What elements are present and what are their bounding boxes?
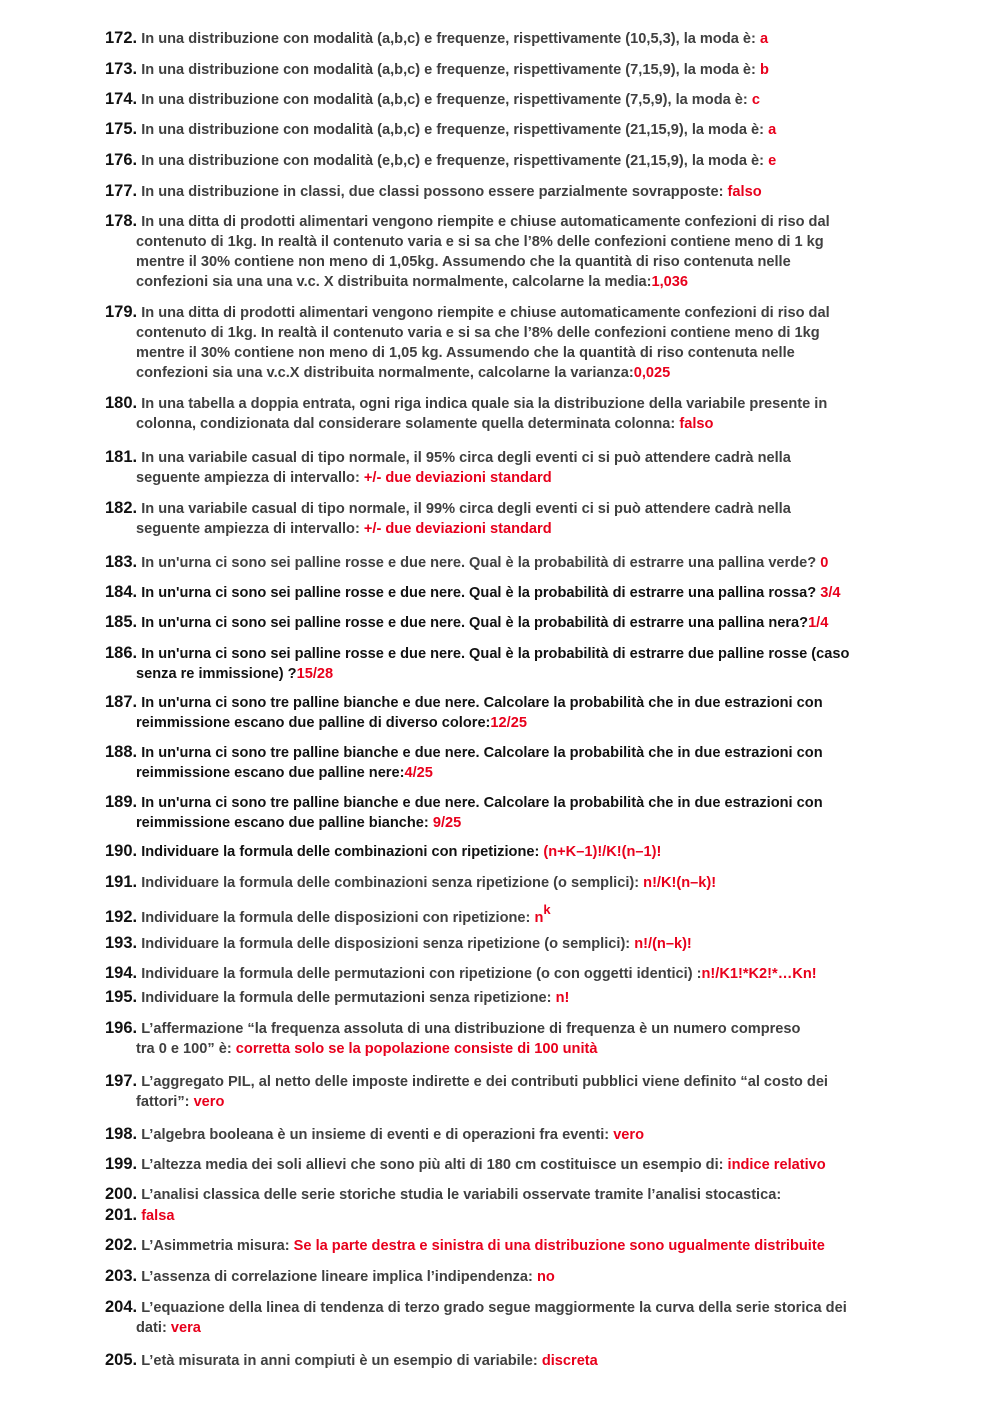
question-item [105,612,925,633]
question-text: L’algebra booleana è un insieme di eventi e di operazioni fra eventi: vero [141,1127,645,1143]
question-number: 184. [105,583,138,601]
question-text: L’Asimmetria misura: Se la parte destra e sinistra di una distribuzione sono ugualmente distribuite [141,1238,825,1254]
question-text: In un'urna ci sono tre palline bianche e due nere. Calcolare la probabilità che in due estrazioni con [141,695,823,711]
question-number: 188. [105,743,138,761]
question-number: 187. [105,693,138,711]
question-item [105,1266,925,1287]
question-item [105,1071,925,1112]
answer-text: n!/K!(n–k)! [643,875,717,891]
question-text: In una distribuzione con modalità (a,b,c) e frequenze, rispettivamente (7,5,9), la moda è: c [141,92,760,108]
question-text: confezioni sia una una v.c. X distribuita normalmente, calcolarne la media:1,036 [136,274,689,290]
question-text: reimmissione escano due palline di diverso colore:12/25 [136,715,527,731]
answer-text: +/- due deviazioni standard [363,470,552,486]
question-number: 181. [105,448,138,466]
answer-text: no [536,1269,555,1285]
question-item [105,1297,925,1338]
question-number: 205. [105,1351,138,1369]
question-item [105,1184,925,1205]
question-text: L’analisi classica delle serie storiche studia le variabili osservate tramite l’analisi stocastica: [141,1187,782,1203]
question-item [105,302,925,383]
question-number: 195. [105,988,138,1006]
answer-text: vero [613,1127,645,1143]
question-number: 176. [105,151,138,169]
question-text: tra 0 e 100” è: corretta solo se la popolazione consiste di 100 unità [136,1041,598,1057]
question-item [105,552,925,573]
question-number: 197. [105,1072,138,1090]
question-number: 175. [105,120,138,138]
question-text: Individuare la formula delle combinazioni con ripetizione: (n+K–1)!/K!(n–1)! [141,844,662,860]
answer-text: +/- due deviazioni standard [363,521,552,537]
answer-text: 0,025 [633,365,671,381]
question-text: In un'urna ci sono sei palline rosse e due nere. Qual è la probabilità di estrarre due palline rosse (caso [141,646,850,662]
question-item [105,1018,925,1059]
question-text: In un'urna ci sono tre palline bianche e due nere. Calcolare la probabilità che in due estrazioni con [141,745,823,761]
answer-text: n! [555,990,570,1006]
question-text: reimmissione escano due palline bianche: 9/25 [136,815,462,831]
question-text: seguente ampiezza di intervallo: +/- due deviazioni standard [136,521,552,537]
question-item [105,447,925,488]
answer-superscript: k [543,902,551,917]
question-text: In una distribuzione con modalità (a,b,c) e frequenze, rispettivamente (10,5,3), la moda è: a [141,31,769,47]
question-item [105,872,925,893]
question-number: 173. [105,60,138,78]
question-item [105,181,925,202]
question-item [105,150,925,171]
question-number: 190. [105,842,138,860]
question-text: Individuare la formula delle disposizioni con ripetizione: $n^k$ [141,902,551,926]
question-item [105,987,925,1008]
question-text: contenuto di 1kg. In realtà il contenuto varia e si sa che l’8% delle confezioni contiene meno di 1kg [136,325,820,341]
question-text: senza re immissione) ?15/28 [136,666,334,682]
answer-text: (n+K–1)!/K!(n–1)! [543,844,662,860]
answer-text: 12/25 [490,715,527,731]
question-text: In un'urna ci sono sei palline rosse e due nere. Qual è la probabilità di estrarre una pallina verde? 0 [141,555,829,571]
question-number: 177. [105,182,138,200]
answer-text: vera [170,1320,201,1336]
question-number: 178. [105,212,138,230]
question-text: In una variabile casual di tipo normale, il 95% circa degli eventi ci si può attendere cadrà nella [141,450,791,466]
answer-text: vero [193,1094,225,1110]
answer-text: 0 [820,555,829,571]
question-number: 182. [105,499,138,517]
answer-text: a [768,122,777,138]
question-text: In una ditta di prodotti alimentari vengono riempite e chiuse automaticamente confezioni di riso dal [141,305,830,321]
question-item [105,692,925,733]
question-item [105,1154,925,1175]
question-item [105,582,925,603]
question-number: 179. [105,303,138,321]
question-number: 201. [105,1206,138,1224]
answer-text: corretta solo se la popolazione consiste di 100 unità [235,1041,598,1057]
question-text: In una distribuzione con modalità (a,b,c) e frequenze, rispettivamente (21,15,9), la moda è: a [141,122,777,138]
question-number: 192. [105,907,138,926]
answer-text: falsa [141,1208,175,1224]
question-item [105,742,925,783]
question-text: In un'urna ci sono tre palline bianche e due nere. Calcolare la probabilità che in due estrazioni con [141,795,823,811]
answer-text: 9/25 [432,815,462,831]
answer-text: indice relativo [727,1157,826,1173]
question-item [105,902,925,928]
question-item [105,792,925,833]
question-item [105,119,925,140]
question-number: 183. [105,553,138,571]
question-text: In una tabella a doppia entrata, ogni riga indica quale sia la distribuzione della variabile presente in [141,396,828,412]
answer-text: e [768,153,777,169]
answer-text: 1/4 [808,615,829,631]
question-item [105,933,925,954]
question-number: 203. [105,1267,138,1285]
question-text: Individuare la formula delle disposizioni senza ripetizione (o semplici): n!/(n–k)! [141,936,692,952]
answer-text: 4/25 [404,765,433,781]
answer-text: b [759,62,769,78]
question-item [105,498,925,539]
question-text: L’aggregato PIL, al netto delle imposte indirette e dei contributi pubblici viene definito “al costo dei [141,1074,828,1090]
answer-text: 1,036 [651,274,689,290]
question-number: 172. [105,29,138,47]
question-item [105,963,925,984]
question-item [105,1350,925,1371]
question-item [105,211,925,292]
question-text: contenuto di 1kg. In realtà il contenuto varia e si sa che l’8% delle confezioni contiene meno di 1 kg [136,234,824,250]
question-text: fattori”: vero [136,1094,225,1110]
question-text: reimmissione escano due palline nere:4/25 [136,765,433,781]
answer-text: c [751,92,760,108]
question-number: 189. [105,793,138,811]
question-item [105,841,925,862]
question-text: In una distribuzione con modalità (a,b,c) e frequenze, rispettivamente (7,15,9), la moda è: b [141,62,769,78]
question-number: 198. [105,1125,138,1143]
question-item [105,1124,925,1145]
question-text: colonna, condizionata dal considerare solamente quella determinata colonna: falso [136,416,714,432]
answer-text: discreta [541,1353,598,1369]
answer-text: Se la parte destra e sinistra di una distribuzione sono ugualmente distribuite [293,1238,825,1254]
question-item [105,393,925,434]
question-text: In un'urna ci sono sei palline rosse e due nere. Qual è la probabilità di estrarre una pallina rossa? 3/4 [141,585,841,601]
question-number: 196. [105,1019,138,1037]
question-text: L’affermazione “la frequenza assoluta di una distribuzione di frequenza è un numero compreso [141,1021,801,1037]
question-text: In una distribuzione in classi, due classi possono essere parzialmente sovrapposte: falso [141,184,762,200]
question-text: Individuare la formula delle permutazioni senza ripetizione: n! [141,990,570,1006]
question-text: L’altezza media dei soli allievi che sono più alti di 180 cm costituisce un esempio di: indice relativo [141,1157,826,1173]
question-text: In una distribuzione con modalità (e,b,c) e frequenze, rispettivamente (21,15,9), la moda è: e [141,153,777,169]
question-text: mentre il 30% contiene non meno di 1,05kg. Assumendo che la quantità di riso contenuta nelle [136,254,791,270]
question-number: 185. [105,613,138,631]
question-text: L’assenza di correlazione lineare implica l’indipendenza: no [141,1269,555,1285]
question-item [105,28,925,49]
question-text: confezioni sia una v.c.X distribuita normalmente, calcolarne la varianza:0,025 [136,365,671,381]
answer-text: n!/K1!*K2!*…Kn! [701,966,817,982]
answer-text: 3/4 [820,585,841,601]
question-item [105,643,925,684]
question-text: In una variabile casual di tipo normale, il 99% circa degli eventi ci si può attendere cadrà nella [141,501,791,517]
question-text: dati: vera [136,1320,201,1336]
answer-text: falso [679,416,714,432]
question-text: In un'urna ci sono sei palline rosse e due nere. Qual è la probabilità di estrarre una pallina nera?1/4 [141,615,829,631]
answer-text: n [534,909,544,926]
question-item [105,89,925,110]
question-text: In una ditta di prodotti alimentari vengono riempite e chiuse automaticamente confezioni di riso dal [141,214,830,230]
question-number: 193. [105,934,138,952]
question-text: L’età misurata in anni compiuti è un esempio di variabile: discreta [141,1353,598,1369]
answer-text: falso [727,184,762,200]
question-number: 200. [105,1185,138,1203]
question-number: 199. [105,1155,138,1173]
question-item [105,1205,925,1226]
question-number: 194. [105,964,138,982]
question-text: mentre il 30% contiene non meno di 1,05 kg. Assumendo che la quantità di riso contenuta nelle [136,345,795,361]
question-text [141,1208,174,1224]
question-number: 186. [105,644,138,662]
question-text: seguente ampiezza di intervallo: +/- due deviazioni standard [136,470,552,486]
question-item [105,1235,925,1256]
question-text: Individuare la formula delle permutazioni con ripetizione (o con oggetti identici) :n!/K1!*K2!*…Kn! [141,966,817,982]
question-number: 180. [105,394,138,412]
question-item [105,59,925,80]
question-text: L’equazione della linea di tendenza di terzo grado segue maggiormente la curva della serie storica dei [141,1300,847,1316]
answer-text: 15/28 [296,666,334,682]
question-number: 191. [105,873,138,891]
question-number: 202. [105,1236,138,1254]
answer-text: a [759,31,769,47]
question-number: 204. [105,1298,138,1316]
question-number: 174. [105,90,138,108]
answer-text: n!/(n–k)! [634,936,692,952]
question-text: Individuare la formula delle combinazioni senza ripetizione (o semplici): n!/K!(n–k)! [141,875,717,891]
